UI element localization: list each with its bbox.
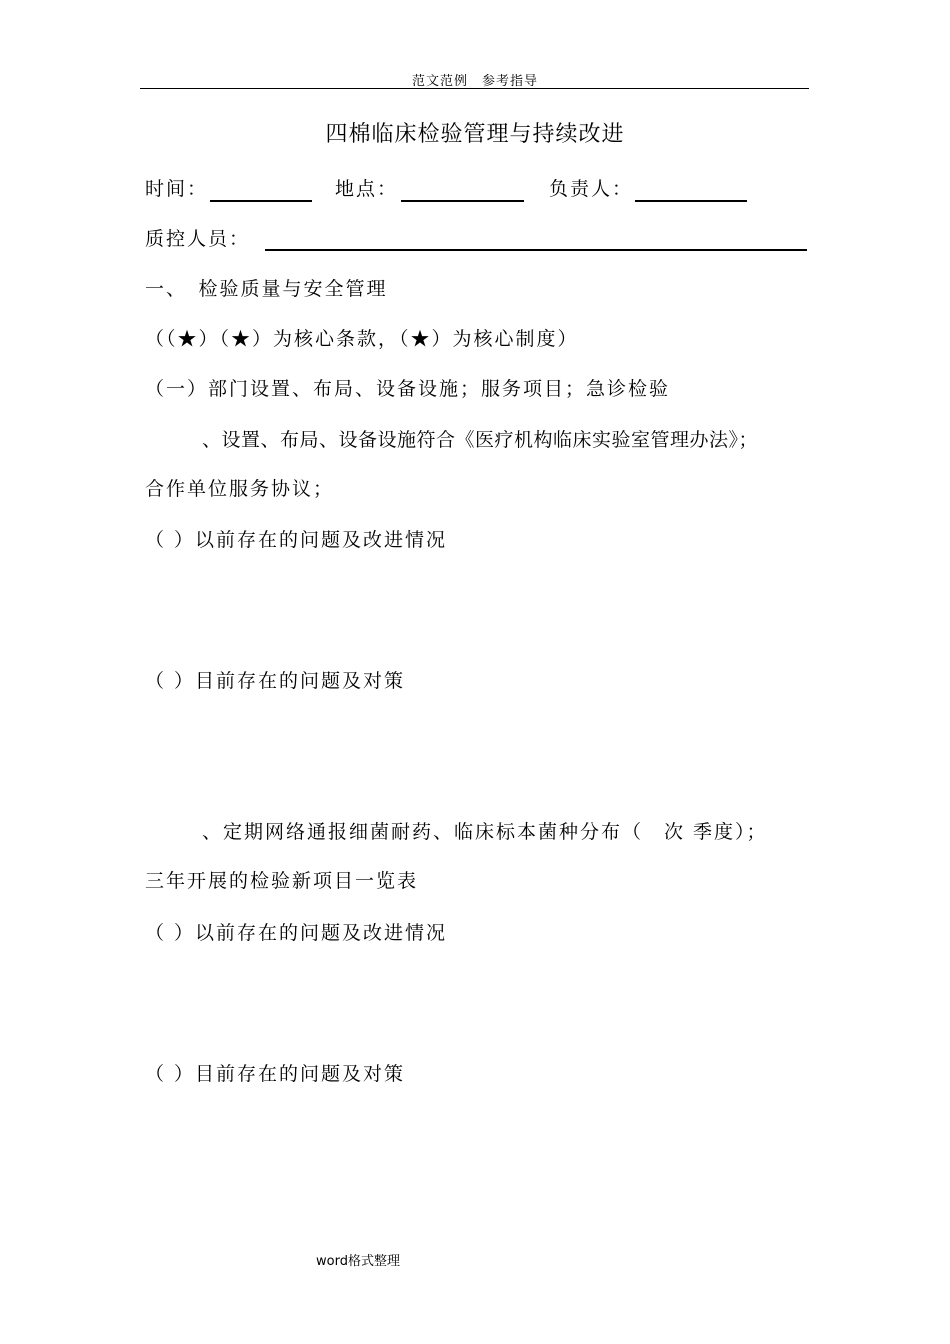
core-clause-note: （（★）（★）为核心条款，（★）为核心制度） bbox=[145, 328, 579, 350]
person-label: 负责人： bbox=[549, 178, 634, 200]
place-blank bbox=[401, 200, 524, 202]
subsection-heading: （一）部门设置、布局、设备设施；服务项目；急诊检验 bbox=[145, 378, 671, 400]
header-divider bbox=[140, 88, 809, 89]
item1-text-line2: 合作单位服务协议； bbox=[145, 478, 335, 500]
qc-label: 质控人员： bbox=[145, 228, 251, 250]
item1-text-line1: 、设置、布局、设备设施符合《医疗机构临床实验室管理办法》； bbox=[202, 429, 759, 451]
item2-previous-issues: （ ）以前存在的问题及改进情况 bbox=[145, 922, 448, 944]
section-heading: 一、 检验质量与安全管理 bbox=[145, 278, 388, 300]
place-label: 地点： bbox=[335, 178, 399, 200]
item2-text-line1: 、定期网络通报细菌耐药、临床标本菌种分布（ 次 季度）； bbox=[202, 821, 768, 843]
page-header: 范文范例 参考指导 bbox=[411, 74, 538, 89]
person-blank bbox=[635, 200, 747, 202]
item2-text-line2: 三年开展的检验新项目一览表 bbox=[145, 870, 419, 892]
time-label: 时间： bbox=[145, 178, 209, 200]
page-footer: word格式整理 bbox=[316, 1254, 400, 1269]
document-title: 四棉临床检验管理与持续改进 bbox=[325, 122, 625, 147]
item1-current-issues: （ ）目前存在的问题及对策 bbox=[145, 670, 406, 692]
item1-previous-issues: （ ）以前存在的问题及改进情况 bbox=[145, 529, 448, 551]
item2-current-issues: （ ）目前存在的问题及对策 bbox=[145, 1063, 406, 1085]
qc-blank bbox=[265, 249, 807, 251]
time-blank bbox=[210, 200, 312, 202]
